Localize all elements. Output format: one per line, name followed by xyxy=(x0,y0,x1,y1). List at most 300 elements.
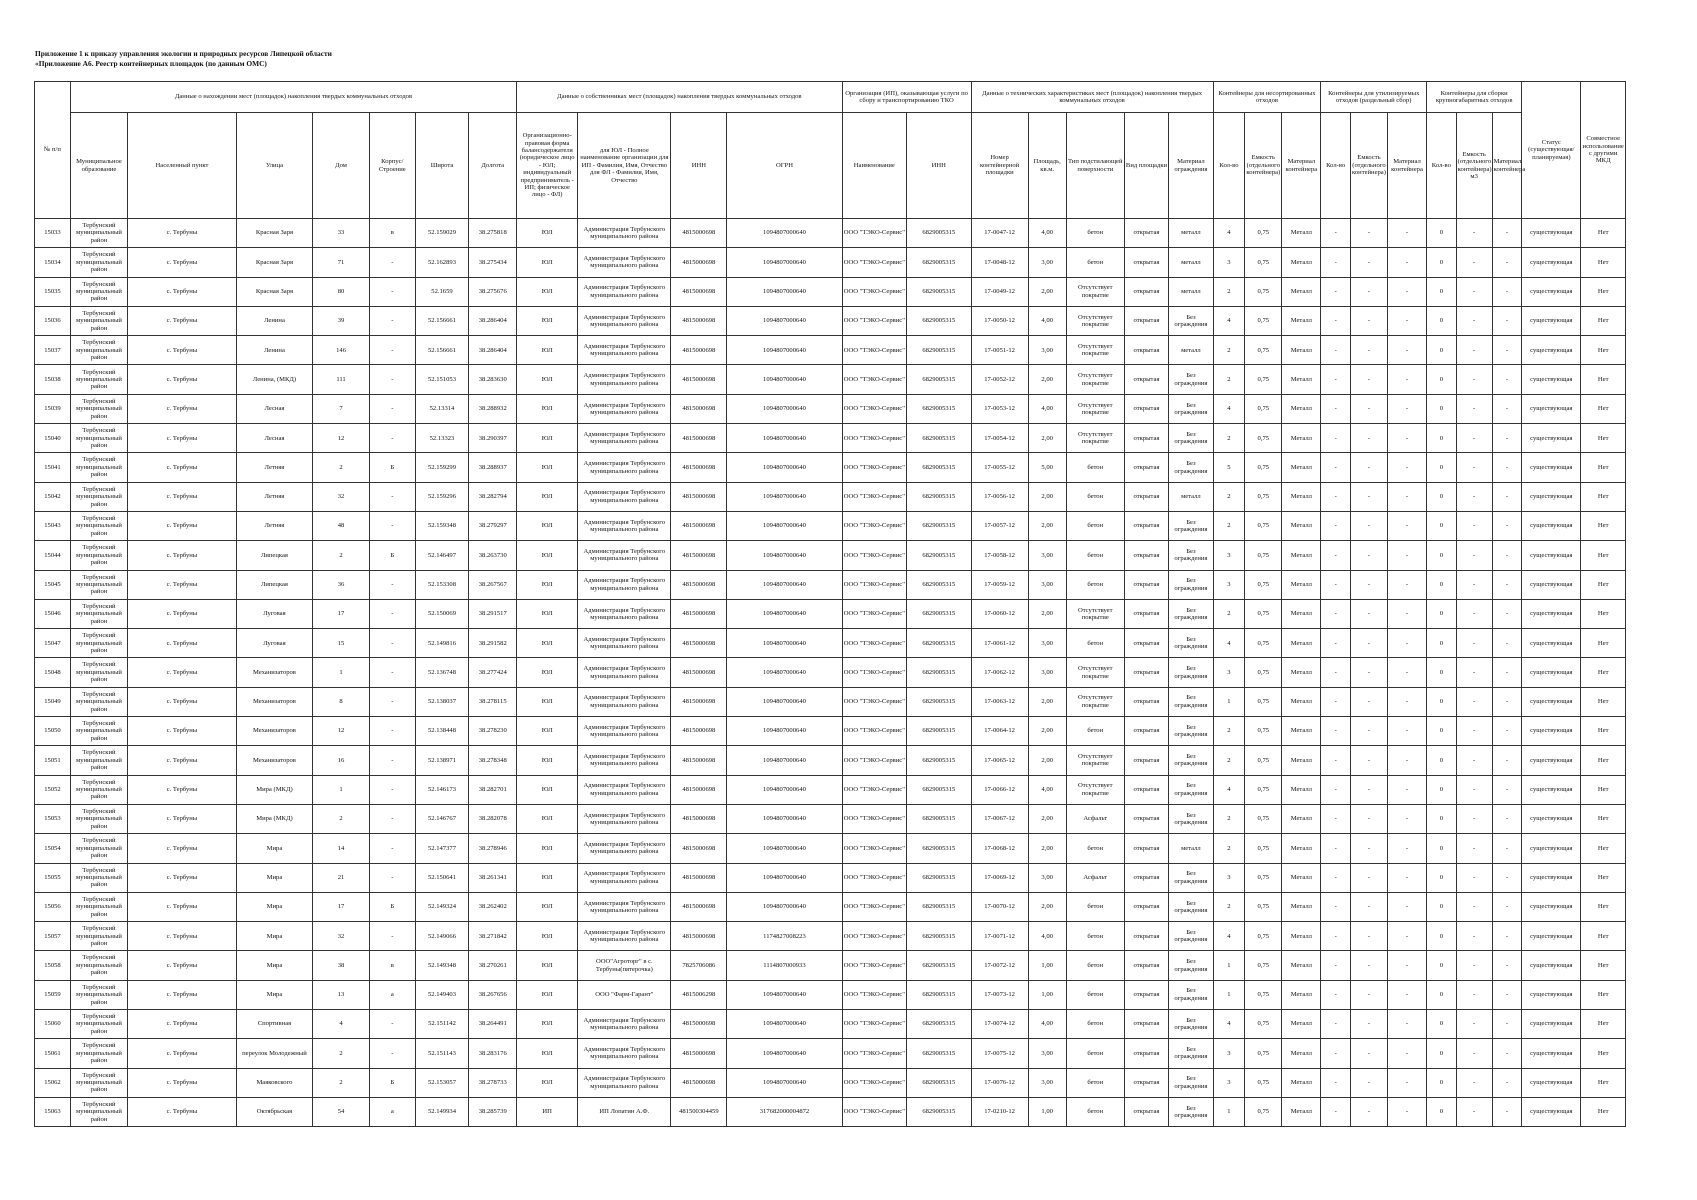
owner-inn-cell: 4815000698 xyxy=(671,394,727,423)
building-cell: - xyxy=(370,717,415,746)
mixed-material-cell: Металл xyxy=(1282,1010,1321,1039)
fence-cell: Без ограждения xyxy=(1169,658,1213,687)
operator-inn-cell: 6829005315 xyxy=(907,629,971,658)
separate-volume-cell: - xyxy=(1350,804,1387,833)
bulky-qty-cell: 0 xyxy=(1427,219,1457,248)
settlement-cell: с. Тербуны xyxy=(128,1097,237,1126)
row-number: 15055 xyxy=(35,863,71,892)
municipality-cell: Тербунский муниципальный район xyxy=(70,1097,127,1126)
mixed-material-cell: Металл xyxy=(1282,980,1321,1009)
separate-volume-cell: - xyxy=(1350,219,1387,248)
operator-name-cell: ООО "ТЭКО-Сервис" xyxy=(842,336,906,365)
mixed-volume-cell: 0,75 xyxy=(1245,1097,1282,1126)
fence-cell: металл xyxy=(1169,277,1213,306)
shared-use-cell: Нет xyxy=(1581,511,1626,540)
area-cell: 2,00 xyxy=(1028,717,1066,746)
legal-form-cell: ЮЛ xyxy=(517,365,578,394)
mixed-qty-cell: 2 xyxy=(1213,834,1245,863)
bulky-volume-cell: - xyxy=(1456,687,1492,716)
area-cell: 4,00 xyxy=(1028,219,1066,248)
longitude-cell: 38.282794 xyxy=(469,482,517,511)
fence-cell: металл xyxy=(1169,219,1213,248)
site-type-cell: открытая xyxy=(1124,541,1168,570)
col-site-type: Вид площадки xyxy=(1124,113,1168,219)
house-cell: 4 xyxy=(313,1010,370,1039)
separate-material-cell: - xyxy=(1387,394,1426,423)
house-cell: 36 xyxy=(313,570,370,599)
longitude-cell: 38.271842 xyxy=(469,922,517,951)
mixed-volume-cell: 0,75 xyxy=(1245,687,1282,716)
building-cell: - xyxy=(370,570,415,599)
shared-use-cell: Нет xyxy=(1581,863,1626,892)
fence-cell: металл xyxy=(1169,336,1213,365)
operator-name-cell: ООО "ТЭКО-Сервис" xyxy=(842,365,906,394)
owner-inn-cell: 4815000698 xyxy=(671,306,727,335)
mixed-qty-cell: 2 xyxy=(1213,365,1245,394)
operator-name-cell: ООО "ТЭКО-Сервис" xyxy=(842,951,906,980)
site-number-cell: 17-0063-12 xyxy=(971,687,1028,716)
status-cell: существующая xyxy=(1522,834,1581,863)
surface-cell: Отсутствует покрытие xyxy=(1066,277,1124,306)
mixed-material-cell: Металл xyxy=(1282,658,1321,687)
owner-ogrn-cell: 1094807000640 xyxy=(727,658,842,687)
area-cell: 3,00 xyxy=(1028,336,1066,365)
separate-qty-cell: - xyxy=(1321,775,1351,804)
separate-qty-cell: - xyxy=(1321,687,1351,716)
shared-use-cell: Нет xyxy=(1581,1068,1626,1097)
mixed-volume-cell: 0,75 xyxy=(1245,1039,1282,1068)
bulky-volume-cell: - xyxy=(1456,277,1492,306)
mixed-volume-cell: 0,75 xyxy=(1245,306,1282,335)
area-cell: 4,00 xyxy=(1028,922,1066,951)
fence-cell: Без ограждения xyxy=(1169,394,1213,423)
shared-use-cell: Нет xyxy=(1581,424,1626,453)
operator-inn-cell: 6829005315 xyxy=(907,453,971,482)
bulky-material-cell: - xyxy=(1492,746,1522,775)
mixed-volume-cell: 0,75 xyxy=(1245,658,1282,687)
mixed-qty-cell: 1 xyxy=(1213,687,1245,716)
street-cell: Ленина xyxy=(236,306,312,335)
mixed-volume-cell: 0,75 xyxy=(1245,629,1282,658)
separate-qty-cell: - xyxy=(1321,629,1351,658)
owner-name-cell: Администрация Тербунского муниципального района xyxy=(578,1010,671,1039)
street-cell: Лесная xyxy=(236,394,312,423)
operator-inn-cell: 6829005315 xyxy=(907,248,971,277)
bulky-material-cell: - xyxy=(1492,306,1522,335)
table-row xyxy=(35,248,1626,277)
separate-material-cell: - xyxy=(1387,482,1426,511)
mixed-material-cell: Металл xyxy=(1282,717,1321,746)
table-row xyxy=(35,658,1626,687)
table-body xyxy=(35,219,1626,1127)
mixed-material-cell: Металл xyxy=(1282,336,1321,365)
municipality-cell: Тербунский муниципальный район xyxy=(70,892,127,921)
bulky-volume-cell: - xyxy=(1456,219,1492,248)
separate-qty-cell: - xyxy=(1321,1039,1351,1068)
longitude-cell: 38.275818 xyxy=(469,219,517,248)
owner-ogrn-cell: 1094807000640 xyxy=(727,834,842,863)
owner-ogrn-cell: 1094807000640 xyxy=(727,365,842,394)
site-number-cell: 17-0050-12 xyxy=(971,306,1028,335)
street-cell: Мира (МКД) xyxy=(236,804,312,833)
building-cell: Б xyxy=(370,541,415,570)
mixed-qty-cell: 3 xyxy=(1213,570,1245,599)
legal-form-cell: ЮЛ xyxy=(517,1010,578,1039)
settlement-cell: с. Тербуны xyxy=(128,277,237,306)
longitude-cell: 38.282078 xyxy=(469,804,517,833)
separate-volume-cell: - xyxy=(1350,365,1387,394)
operator-name-cell: ООО "ТЭКО-Сервис" xyxy=(842,599,906,628)
table-row xyxy=(35,306,1626,335)
fence-cell: Без ограждения xyxy=(1169,775,1213,804)
operator-name-cell: ООО "ТЭКО-Сервис" xyxy=(842,1097,906,1126)
house-cell: 7 xyxy=(313,394,370,423)
separate-material-cell: - xyxy=(1387,980,1426,1009)
mixed-qty-cell: 4 xyxy=(1213,219,1245,248)
operator-name-cell: ООО "ТЭКО-Сервис" xyxy=(842,482,906,511)
building-cell: - xyxy=(370,863,415,892)
operator-name-cell: ООО "ТЭКО-Сервис" xyxy=(842,511,906,540)
surface-cell: бетон xyxy=(1066,511,1124,540)
row-number: 15050 xyxy=(35,717,71,746)
row-number: 15052 xyxy=(35,775,71,804)
operator-name-cell: ООО "ТЭКО-Сервис" xyxy=(842,277,906,306)
building-cell: - xyxy=(370,687,415,716)
status-cell: существующая xyxy=(1522,219,1581,248)
street-cell: Летняя xyxy=(236,482,312,511)
fence-cell: Без ограждения xyxy=(1169,511,1213,540)
owner-inn-cell: 4815000698 xyxy=(671,365,727,394)
shared-use-cell: Нет xyxy=(1581,775,1626,804)
latitude-cell: 52.149403 xyxy=(415,980,469,1009)
separate-material-cell: - xyxy=(1387,863,1426,892)
surface-cell: Отсутствует покрытие xyxy=(1066,306,1124,335)
separate-volume-cell: - xyxy=(1350,863,1387,892)
separate-material-cell: - xyxy=(1387,658,1426,687)
owner-ogrn-cell: 1094807000640 xyxy=(727,277,842,306)
mixed-qty-cell: 3 xyxy=(1213,1068,1245,1097)
table-row xyxy=(35,980,1626,1009)
shared-use-cell: Нет xyxy=(1581,1010,1626,1039)
separate-material-cell: - xyxy=(1387,336,1426,365)
separate-volume-cell: - xyxy=(1350,980,1387,1009)
owner-inn-cell: 4815000698 xyxy=(671,336,727,365)
owner-ogrn-cell: 1094807000640 xyxy=(727,717,842,746)
separate-qty-cell: - xyxy=(1321,1010,1351,1039)
surface-cell: Отсутствует покрытие xyxy=(1066,687,1124,716)
mixed-qty-cell: 3 xyxy=(1213,541,1245,570)
separate-qty-cell: - xyxy=(1321,746,1351,775)
row-number: 15037 xyxy=(35,336,71,365)
settlement-cell: с. Тербуны xyxy=(128,219,237,248)
longitude-cell: 38.277424 xyxy=(469,658,517,687)
street-cell: Липецкая xyxy=(236,570,312,599)
site-number-cell: 17-0073-12 xyxy=(971,980,1028,1009)
separate-volume-cell: - xyxy=(1350,922,1387,951)
mixed-material-cell: Металл xyxy=(1282,453,1321,482)
separate-material-cell: - xyxy=(1387,365,1426,394)
latitude-cell: 52.146497 xyxy=(415,541,469,570)
row-number: 15034 xyxy=(35,248,71,277)
mixed-qty-cell: 3 xyxy=(1213,248,1245,277)
operator-inn-cell: 6829005315 xyxy=(907,746,971,775)
area-cell: 3,00 xyxy=(1028,541,1066,570)
bulky-material-cell: - xyxy=(1492,1097,1522,1126)
bulky-volume-cell: - xyxy=(1456,746,1492,775)
row-number: 15051 xyxy=(35,746,71,775)
owner-name-cell: Администрация Тербунского муниципального района xyxy=(578,453,671,482)
longitude-cell: 38.278230 xyxy=(469,717,517,746)
operator-inn-cell: 6829005315 xyxy=(907,570,971,599)
municipality-cell: Тербунский муниципальный район xyxy=(70,482,127,511)
latitude-cell: 52.162893 xyxy=(415,248,469,277)
fence-cell: Без ограждения xyxy=(1169,424,1213,453)
bulky-material-cell: - xyxy=(1492,1010,1522,1039)
status-cell: существующая xyxy=(1522,863,1581,892)
table-row xyxy=(35,629,1626,658)
shared-use-cell: Нет xyxy=(1581,1097,1626,1126)
latitude-cell: 52.159029 xyxy=(415,219,469,248)
mixed-volume-cell: 0,75 xyxy=(1245,746,1282,775)
latitude-cell: 52.138448 xyxy=(415,717,469,746)
bulky-qty-cell: 0 xyxy=(1427,424,1457,453)
street-cell: Мира xyxy=(236,892,312,921)
owner-inn-cell: 7825706086 xyxy=(671,951,727,980)
surface-cell: Отсутствует покрытие xyxy=(1066,599,1124,628)
shared-use-cell: Нет xyxy=(1581,541,1626,570)
separate-material-cell: - xyxy=(1387,1068,1426,1097)
shared-use-cell: Нет xyxy=(1581,570,1626,599)
owner-ogrn-cell: 1094807000640 xyxy=(727,599,842,628)
municipality-cell: Тербунский муниципальный район xyxy=(70,687,127,716)
site-number-cell: 17-0072-12 xyxy=(971,951,1028,980)
fence-cell: Без ограждения xyxy=(1169,717,1213,746)
row-number: 15058 xyxy=(35,951,71,980)
building-cell: - xyxy=(370,248,415,277)
site-type-cell: открытая xyxy=(1124,863,1168,892)
site-type-cell: открытая xyxy=(1124,306,1168,335)
bulky-qty-cell: 0 xyxy=(1427,629,1457,658)
col-num: № п/п xyxy=(35,82,71,219)
mixed-qty-cell: 2 xyxy=(1213,804,1245,833)
operator-inn-cell: 6829005315 xyxy=(907,1068,971,1097)
shared-use-cell: Нет xyxy=(1581,687,1626,716)
status-cell: существующая xyxy=(1522,453,1581,482)
bulky-qty-cell: 0 xyxy=(1427,453,1457,482)
bulky-volume-cell: - xyxy=(1456,922,1492,951)
status-cell: существующая xyxy=(1522,629,1581,658)
mixed-material-cell: Металл xyxy=(1282,1068,1321,1097)
fence-cell: Без ограждения xyxy=(1169,980,1213,1009)
surface-cell: бетон xyxy=(1066,453,1124,482)
house-cell: 12 xyxy=(313,717,370,746)
owner-ogrn-cell: 1114807000933 xyxy=(727,951,842,980)
settlement-cell: с. Тербуны xyxy=(128,424,237,453)
bulky-material-cell: - xyxy=(1492,482,1522,511)
separate-volume-cell: - xyxy=(1350,717,1387,746)
longitude-cell: 38.261341 xyxy=(469,863,517,892)
fence-cell: Без ограждения xyxy=(1169,892,1213,921)
legal-form-cell: ЮЛ xyxy=(517,482,578,511)
col-op-name: Наименование xyxy=(842,113,906,219)
surface-cell: бетон xyxy=(1066,980,1124,1009)
area-cell: 3,00 xyxy=(1028,570,1066,599)
owner-ogrn-cell: 1094807000640 xyxy=(727,306,842,335)
separate-volume-cell: - xyxy=(1350,541,1387,570)
mixed-qty-cell: 5 xyxy=(1213,453,1245,482)
surface-cell: Асфальт xyxy=(1066,804,1124,833)
table-row xyxy=(35,570,1626,599)
mixed-material-cell: Металл xyxy=(1282,599,1321,628)
mixed-qty-cell: 1 xyxy=(1213,980,1245,1009)
settlement-cell: с. Тербуны xyxy=(128,775,237,804)
row-number: 15063 xyxy=(35,1097,71,1126)
owner-inn-cell: 4815000698 xyxy=(671,453,727,482)
shared-use-cell: Нет xyxy=(1581,746,1626,775)
operator-name-cell: ООО "ТЭКО-Сервис" xyxy=(842,453,906,482)
house-cell: 15 xyxy=(313,629,370,658)
owner-inn-cell: 4815000698 xyxy=(671,687,727,716)
mixed-material-cell: Металл xyxy=(1282,863,1321,892)
site-number-cell: 17-0053-12 xyxy=(971,394,1028,423)
table-row xyxy=(35,922,1626,951)
bulky-material-cell: - xyxy=(1492,892,1522,921)
building-cell: - xyxy=(370,482,415,511)
separate-qty-cell: - xyxy=(1321,951,1351,980)
site-number-cell: 17-0059-12 xyxy=(971,570,1028,599)
bulky-qty-cell: 0 xyxy=(1427,980,1457,1009)
longitude-cell: 38.275676 xyxy=(469,277,517,306)
shared-use-cell: Нет xyxy=(1581,277,1626,306)
legal-form-cell: ЮЛ xyxy=(517,277,578,306)
separate-qty-cell: - xyxy=(1321,980,1351,1009)
municipality-cell: Тербунский муниципальный район xyxy=(70,570,127,599)
separate-material-cell: - xyxy=(1387,248,1426,277)
owner-name-cell: Администрация Тербунского муниципального района xyxy=(578,424,671,453)
owner-inn-cell: 4815000698 xyxy=(671,775,727,804)
status-cell: существующая xyxy=(1522,394,1581,423)
owner-ogrn-cell: 1094807000640 xyxy=(727,746,842,775)
group-operator: Организация (ИП), оказывающая услуги по сбору и транспортированию ТКО xyxy=(842,82,971,113)
area-cell: 2,00 xyxy=(1028,599,1066,628)
surface-cell: бетон xyxy=(1066,834,1124,863)
bulky-material-cell: - xyxy=(1492,570,1522,599)
bulky-material-cell: - xyxy=(1492,804,1522,833)
bulky-volume-cell: - xyxy=(1456,424,1492,453)
bulky-material-cell: - xyxy=(1492,511,1522,540)
separate-material-cell: - xyxy=(1387,424,1426,453)
bulky-volume-cell: - xyxy=(1456,1068,1492,1097)
house-cell: 54 xyxy=(313,1097,370,1126)
separate-volume-cell: - xyxy=(1350,775,1387,804)
operator-name-cell: ООО "ТЭКО-Сервис" xyxy=(842,687,906,716)
latitude-cell: 52.146767 xyxy=(415,804,469,833)
settlement-cell: с. Тербуны xyxy=(128,365,237,394)
municipality-cell: Тербунский муниципальный район xyxy=(70,277,127,306)
settlement-cell: с. Тербуны xyxy=(128,804,237,833)
area-cell: 1,00 xyxy=(1028,951,1066,980)
site-number-cell: 17-0210-12 xyxy=(971,1097,1028,1126)
owner-ogrn-cell: 1094807000640 xyxy=(727,629,842,658)
separate-volume-cell: - xyxy=(1350,306,1387,335)
bulky-qty-cell: 0 xyxy=(1427,658,1457,687)
operator-inn-cell: 6829005315 xyxy=(907,804,971,833)
row-number: 15057 xyxy=(35,922,71,951)
site-type-cell: открытая xyxy=(1124,599,1168,628)
operator-name-cell: ООО "ТЭКО-Сервис" xyxy=(842,980,906,1009)
legal-form-cell: ЮЛ xyxy=(517,599,578,628)
mixed-volume-cell: 0,75 xyxy=(1245,453,1282,482)
latitude-cell: 52.136748 xyxy=(415,658,469,687)
owner-name-cell: Администрация Тербунского муниципального района xyxy=(578,1068,671,1097)
legal-form-cell: ЮЛ xyxy=(517,922,578,951)
mixed-qty-cell: 4 xyxy=(1213,629,1245,658)
status-cell: существующая xyxy=(1522,599,1581,628)
settlement-cell: с. Тербуны xyxy=(128,599,237,628)
operator-name-cell: ООО "ТЭКО-Сервис" xyxy=(842,804,906,833)
mixed-material-cell: Металл xyxy=(1282,1039,1321,1068)
owner-inn-cell: 4815000698 xyxy=(671,277,727,306)
legal-form-cell: ЮЛ xyxy=(517,746,578,775)
row-number: 15053 xyxy=(35,804,71,833)
bulky-volume-cell: - xyxy=(1456,775,1492,804)
col-municipality: Муниципальное образование xyxy=(70,113,127,219)
house-cell: 17 xyxy=(313,892,370,921)
owner-ogrn-cell: 1094807000640 xyxy=(727,219,842,248)
settlement-cell: с. Тербуны xyxy=(128,482,237,511)
owner-ogrn-cell: 1094807000640 xyxy=(727,541,842,570)
bulky-material-cell: - xyxy=(1492,453,1522,482)
municipality-cell: Тербунский муниципальный район xyxy=(70,658,127,687)
owner-name-cell: Администрация Тербунского муниципального района xyxy=(578,746,671,775)
owner-ogrn-cell: 1094807000640 xyxy=(727,248,842,277)
row-number: 15044 xyxy=(35,541,71,570)
longitude-cell: 38.270261 xyxy=(469,951,517,980)
settlement-cell: с. Тербуны xyxy=(128,394,237,423)
status-cell: существующая xyxy=(1522,541,1581,570)
legal-form-cell: ЮЛ xyxy=(517,394,578,423)
legal-form-cell: ЮЛ xyxy=(517,804,578,833)
municipality-cell: Тербунский муниципальный район xyxy=(70,922,127,951)
separate-volume-cell: - xyxy=(1350,892,1387,921)
site-number-cell: 17-0075-12 xyxy=(971,1039,1028,1068)
owner-inn-cell: 4815000698 xyxy=(671,599,727,628)
owner-name-cell: Администрация Тербунского муниципального района xyxy=(578,658,671,687)
status-cell: существующая xyxy=(1522,1068,1581,1097)
owner-name-cell: Администрация Тербунского муниципального района xyxy=(578,365,671,394)
municipality-cell: Тербунский муниципальный район xyxy=(70,746,127,775)
area-cell: 2,00 xyxy=(1028,892,1066,921)
col-house: Дом xyxy=(313,113,370,219)
street-cell: Мира xyxy=(236,951,312,980)
operator-name-cell: ООО "ТЭКО-Сервис" xyxy=(842,922,906,951)
separate-volume-cell: - xyxy=(1350,277,1387,306)
shared-use-cell: Нет xyxy=(1581,482,1626,511)
bulky-material-cell: - xyxy=(1492,951,1522,980)
owner-name-cell: Администрация Тербунского муниципального района xyxy=(578,219,671,248)
owner-name-cell: Администрация Тербунского муниципального района xyxy=(578,863,671,892)
bulky-qty-cell: 0 xyxy=(1427,687,1457,716)
operator-inn-cell: 6829005315 xyxy=(907,1010,971,1039)
longitude-cell: 38.278733 xyxy=(469,1068,517,1097)
table-row xyxy=(35,687,1626,716)
owner-name-cell: Администрация Тербунского муниципального района xyxy=(578,804,671,833)
owner-inn-cell: 4815000698 xyxy=(671,541,727,570)
owner-name-cell: ИП Лопатин А.Ф. xyxy=(578,1097,671,1126)
bulky-qty-cell: 0 xyxy=(1427,951,1457,980)
mixed-material-cell: Металл xyxy=(1282,541,1321,570)
operator-inn-cell: 6829005315 xyxy=(907,394,971,423)
